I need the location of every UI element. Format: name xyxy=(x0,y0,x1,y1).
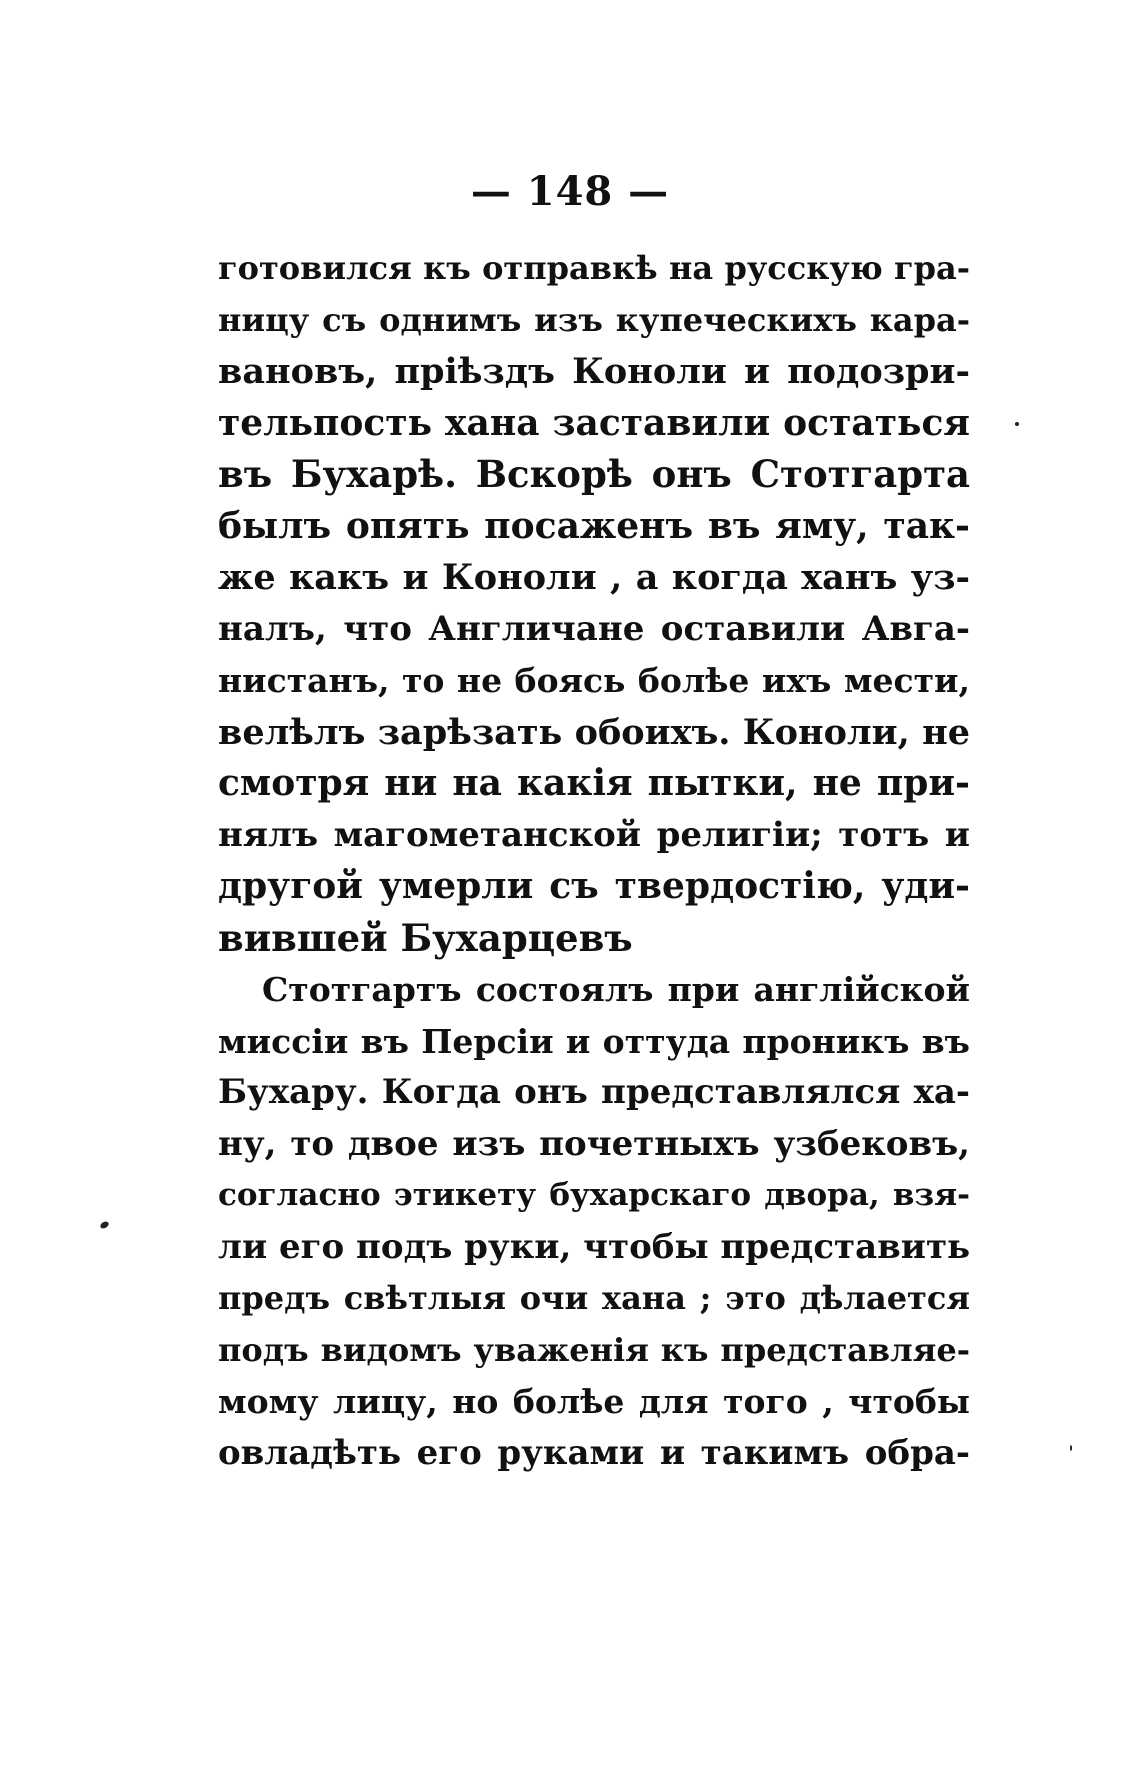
text-line: Бухару. Когда онъ представлялся ха- xyxy=(218,1072,970,1112)
scan-speck xyxy=(1070,1445,1072,1451)
text-line: другой умерли съ твердостію, уди- xyxy=(218,865,970,907)
text-line: налъ, что Англичане оставили Авга- xyxy=(218,608,970,649)
text-line: нялъ магометанской религіи; тотъ и xyxy=(218,814,970,855)
text-line: овладѣть его руками и такимъ обра- xyxy=(218,1432,970,1473)
text-line: предъ свѣтлыя очи хана ; это дѣлается xyxy=(218,1279,970,1317)
text-line: миссіи въ Персіи и оттуда проникъ въ xyxy=(218,1021,970,1061)
text-line: тельпость хана заставили остаться xyxy=(218,401,970,444)
text-line: вановъ, пріѣздъ Коноли и подозри- xyxy=(218,351,970,392)
text-line: ну, то двое изъ почетныхъ узбековъ, xyxy=(218,1123,970,1164)
text-line: нистанъ, то не боясь болѣе ихъ мести, xyxy=(218,661,970,700)
text-line: же какъ и Коноли , а когда ханъ уз- xyxy=(218,557,970,598)
text-line: въ Бухарѣ. Вскорѣ онъ Стотгарта xyxy=(218,452,970,496)
page-number: — 148 — xyxy=(470,168,670,215)
text-line: ли его подъ руки, чтобы представить xyxy=(218,1226,970,1267)
text-line: мому лицу, но болѣе для того , чтобы xyxy=(218,1382,970,1421)
text-line: подъ видомъ уваженія къ представляе- xyxy=(218,1330,970,1369)
text-line: былъ опять посаженъ въ яму, так- xyxy=(218,504,970,547)
text-line: готовился къ отправкѣ на русскую гра- xyxy=(218,249,970,287)
text-line: вившей Бухарцевъ xyxy=(218,915,633,960)
text-line: ницу съ однимъ изъ купеческихъ кара- xyxy=(218,300,970,339)
text-line: согласно этикету бухарскаго двора, взя- xyxy=(218,1177,970,1213)
text-line: смотря ни на какія пытки, не при- xyxy=(218,762,970,804)
scan-speck xyxy=(1015,422,1019,426)
text-line: велѣлъ зарѣзать обоихъ. Коноли, не xyxy=(218,711,970,753)
body-text xyxy=(218,243,970,1479)
scan-speck xyxy=(99,1220,110,1230)
paragraph-start-line: Стотгартъ состоялъ при англійской xyxy=(262,970,970,1009)
